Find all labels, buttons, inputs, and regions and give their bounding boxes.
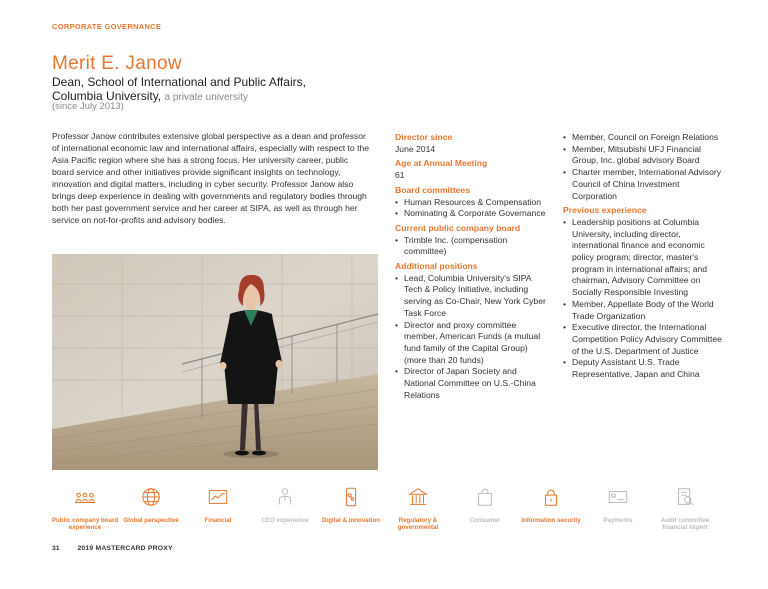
age-label: Age at Annual Meeting (395, 158, 488, 169)
list-item: • Trimble Inc. (compensation committee) (395, 235, 547, 258)
skill-regulatory-governmental (381, 486, 455, 531)
shopping-bag-icon (474, 486, 496, 508)
list-item: • Member, Council on Foreign Relations (563, 132, 723, 144)
skill-ceo-experience (248, 486, 322, 524)
skill-label: Payments (603, 517, 633, 524)
audit-icon (674, 486, 696, 508)
lock-icon (540, 486, 562, 508)
building-icon (407, 486, 429, 508)
board-committees-list (395, 197, 547, 220)
skill-payments (581, 486, 655, 524)
since-date: (since July 2013) (52, 101, 124, 112)
skill-label: Information security (521, 517, 581, 524)
list-item: • Leadership positions at Columbia University, including director, international finance and economic policy program; director, master's program in international affairs; and chairman, Advisory Committee on Socially Responsible Investing (563, 217, 723, 299)
director-since-value: June 2014 (395, 143, 436, 154)
list-item: • Lead, Columbia University's SIPA Tech & Policy Initiative, including serving as Co-Chair, New York Cyber Task Force (395, 273, 547, 320)
list-item: • Human Resources & Compensation (395, 197, 547, 209)
skill-financial (181, 486, 255, 524)
section-label: CORPORATE GOVERNANCE (52, 22, 162, 31)
skill-digital-innovation (314, 486, 388, 524)
age-value: 61 (395, 170, 405, 181)
skill-label: Audit committee financial expert (660, 517, 710, 531)
bio-paragraph: Professor Janow contributes extensive global perspective as a dean and professor of international economic law and international affairs, especially with respect to the Asia Pacific region where she has a strong focus. Her university career, public board service and other initiatives provide significant insights on technology, innovation and digital matters, including in cyber security. Professor Janow also brings deep experience in dealing with governments and regulatory bodies through both her past government service and her career at SIPA, as well as through her service on not-for-profits and advisory bodies. (52, 131, 370, 225)
chart-icon (207, 486, 229, 508)
title-university: Columbia University, (52, 89, 162, 103)
skill-label: Global perspective (123, 517, 179, 524)
skill-label: Digital & innovation (321, 517, 381, 524)
list-item: • Member, Appellate Body of the World Trade Organization (563, 299, 723, 322)
additional-positions-list (395, 273, 547, 402)
skill-audit-committee (648, 486, 722, 531)
document-title: 2019 MASTERCARD PROXY (77, 545, 173, 552)
affiliation-note: a private university (164, 92, 248, 103)
list-item: • Director and proxy committee member, American Funds (a mutual fund family of the Capital Group) (more than 20 funds) (395, 320, 547, 367)
board-committees-label: Board committees (395, 184, 470, 195)
current-board-list (395, 235, 547, 258)
director-since-label: Director since (395, 132, 453, 142)
director-name: Merit E. Janow (52, 53, 182, 74)
list-item: • Deputy Assistant U.S. Trade Representative, Japan and China (563, 357, 723, 380)
page-footer (52, 545, 173, 552)
skill-label: CEO experience (261, 517, 309, 524)
list-item: • Member, Mitsubishi UFJ Financial Group, Inc. global advisory Board (563, 144, 723, 167)
previous-experience-list (563, 217, 723, 381)
skill-label: Consumer (469, 517, 501, 524)
list-item: • Charter member, International Advisory Council of China Investment Corporation (563, 167, 723, 202)
skills-icon-row (48, 486, 728, 536)
skill-label: Regulatory & governmental (397, 517, 439, 531)
skill-label: Financial (204, 517, 232, 524)
skill-consumer (448, 486, 522, 524)
additional-positions-continued (563, 132, 723, 202)
skill-global-perspective (114, 486, 188, 524)
globe-icon (140, 486, 162, 508)
device-icon (340, 486, 362, 508)
card-icon (607, 486, 629, 508)
list-item: • Nominating & Corporate Governance (395, 208, 547, 220)
people-icon (74, 486, 96, 508)
details-column-left (395, 132, 547, 404)
title-line-1: Dean, School of International and Public Affairs, (52, 75, 306, 89)
director-photo (52, 254, 378, 470)
skill-public-company-board (48, 486, 122, 531)
skill-label: Public company board experience (51, 517, 119, 531)
previous-experience-label: Previous experience (563, 205, 647, 216)
skill-information-security (514, 486, 588, 524)
details-column-right (563, 132, 723, 384)
current-board-label: Current public company board (395, 222, 521, 233)
list-item: • Director of Japan Society and National Committee on U.S.-China Relations (395, 366, 547, 401)
additional-positions-label: Additional positions (395, 261, 478, 272)
page-number: 31 (52, 545, 60, 552)
list-item: • Executive director, the International Competition Policy Advisory Committee of the U.S. Department of Justice (563, 322, 723, 357)
person-icon (274, 486, 296, 508)
